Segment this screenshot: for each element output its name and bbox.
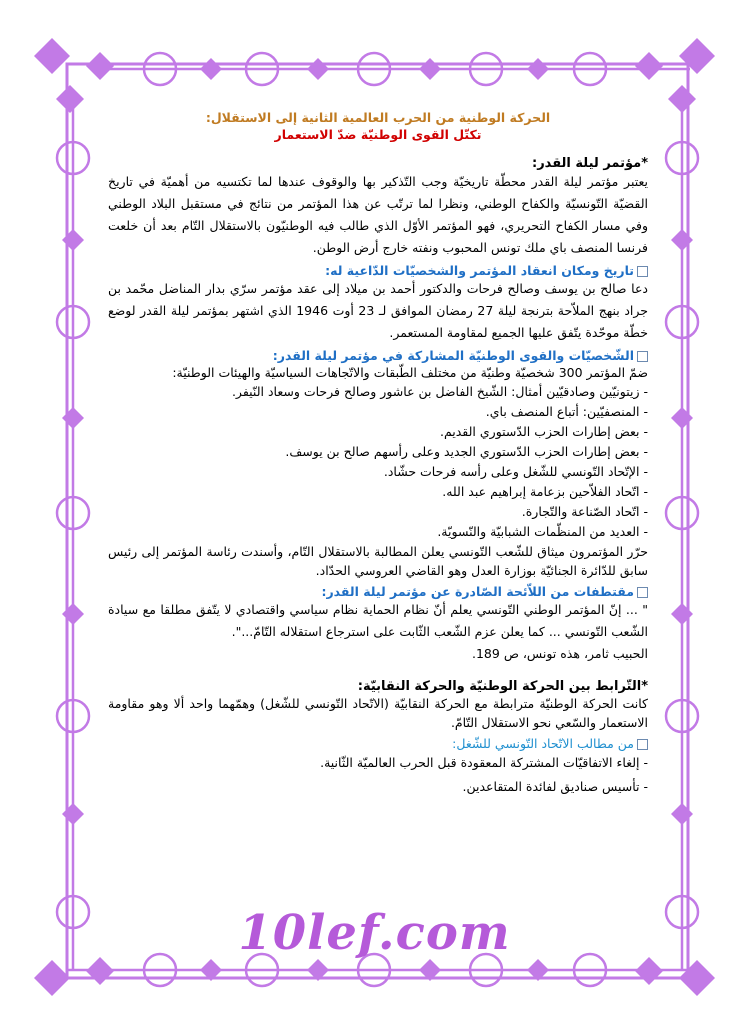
- section-heading-excerpts-text: مقتطفات من اللاّئحة الصّادرة عن مؤتمر ليلة القدر:: [321, 584, 634, 599]
- section-paragraph-union: كانت الحركة الوطنيّة مترابطة مع الحركة النقابيّة (الاتّحاد التّونسي للشّغل) وهمّهما واحد ألا وهو مقاومة الاستعمار والسّعي نحو الاستقلال التّامّ.: [108, 696, 648, 730]
- section-heading-excerpts: [108, 584, 648, 599]
- excerpt-quote: " ... إنّ المؤتمر الوطني التّونسي يعلم أنّ نظام الحماية نظام سياسي واقتصادي لا يتّفق مطلقا مع سيادة الشّعب التّونسي ... كما يعلن عزم الشّعب الثّابت على استرجاع استقلاله التّامّ...".: [108, 602, 648, 639]
- participants-closing: حرّر المؤتمرون ميثاق للشّعب التّونسي يعلن المطالبة بالاستقلال التّام، وأسندت رئاسة المؤتمر إلى رئيس سابق للدّائرة الجنائيّة بوزارة العدل وهو القاضي العروسي الحدّاد.: [108, 544, 648, 578]
- excerpt-source: الحبيب ثامر، هذه تونس، ص 189.: [472, 646, 648, 661]
- section-heading-union: *التّرابط بين الحركة الوطنيّة والحركة النقابيّة:: [357, 679, 648, 694]
- document-content: [108, 104, 648, 894]
- document-title: الحركة الوطنية من الحرب العالمية الثانية إلى الاستقلال:: [205, 110, 551, 125]
- checkbox-glyph-icon: [637, 351, 648, 362]
- section-heading-participants: [108, 348, 648, 363]
- checkbox-glyph-icon: [637, 587, 648, 598]
- section-subheading-union-demands-text: من مطالب الاتّحاد التّونسي للشّغل:: [452, 736, 634, 751]
- list-item: - تأسيس صناديق لفائدة المتقاعدين.: [462, 779, 648, 794]
- list-item: - زيتونيّين وصادقيّين أمثال: الشّيخ الفاضل بن عاشور وصالح فرحات وسعاد النّيفر.: [231, 384, 648, 399]
- list-item: - بعض إطارات الحزب الدّستوري الجديد وعلى رأسهم صالح بن يوسف.: [285, 444, 648, 459]
- section-paragraph-congress: يعتبر مؤتمر ليلة القدر محطّة تاريخيّة وجب التّذكير بها والوقوف عندها لما تكتسيه من أهميّة في تاريخ القضيّة التّونسيّة والكفاح الوطني، ونظرا لما ترتّب عن هذا المؤتمر من نتائج في مستقبل البلاد الوطني وفي مسار الكفاح التحريري، فهو المؤتمر الأوّل الذي طالب فيه الوطنيّون بالاستقلال التّام بعد أن خلعت فرنسا المنصف باي ملك تونس المحبوب ونفته خارج أرض الوطن.: [108, 174, 648, 255]
- section-subheading-union-demands: [108, 736, 648, 751]
- section-heading-date-place: [108, 263, 648, 278]
- section-heading-participants-text: الشّخصيّات والقوى الوطنيّة المشاركة في مؤتمر ليلة القدر:: [272, 348, 634, 363]
- site-watermark-logo: 10lef.com: [238, 905, 511, 961]
- list-item: - الإتّحاد التّونسي للشّغل وعلى رأسه فرحات حشّاد.: [383, 464, 648, 479]
- document-subtitle: تكتّل القوى الوطنيّة ضدّ الاستعمار: [274, 127, 482, 142]
- checkbox-glyph-icon: [637, 739, 648, 750]
- participants-intro: ضمّ المؤتمر 300 شخصيّة وطنيّة من مختلف الطّبقات والاتّجاهات السياسيّة والهيئات الوطنيّة:: [172, 365, 648, 380]
- checkbox-glyph-icon: [637, 266, 648, 277]
- list-item: - اتّحاد الصّناعة والتّجارة.: [521, 504, 648, 519]
- list-item: - اتّحاد الفلاّحين بزعامة إبراهيم عبد الله.: [442, 484, 648, 499]
- list-item: - العديد من المنظّمات الشبابيّة والنّسويّة.: [437, 524, 648, 539]
- section-heading-date-place-text: تاريخ ومكان انعقاد المؤتمر والشخصيّات الدّاعية له:: [325, 263, 634, 278]
- list-item: - المنصفيّين: أتباع المنصف باي.: [485, 404, 648, 419]
- section-paragraph-date-place: دعا صالح بن يوسف وصالح فرحات والدكتور أحمد بن ميلاد إلى عقد مؤتمر سرّي بدار المناضل محّمد بن جراد بنهج الملاّحة بترنجة ليلة 27 رمضان الموافق لـ 23 أوت 1946 الذي اشتهر بمؤتمر ليلة القدر لوضع خطّة موحّدة يتّفق عليها الجميع لمقاومة المستعمر.: [108, 281, 648, 340]
- section-heading-congress: *مؤتمر ليلة القدر:: [532, 156, 648, 171]
- list-item: - بعض إطارات الحزب الدّستوري القديم.: [439, 424, 648, 439]
- list-item: - إلغاء الاتفاقيّات المشتركة المعقودة قبل الحرب العالميّة الثّانية.: [320, 755, 648, 770]
